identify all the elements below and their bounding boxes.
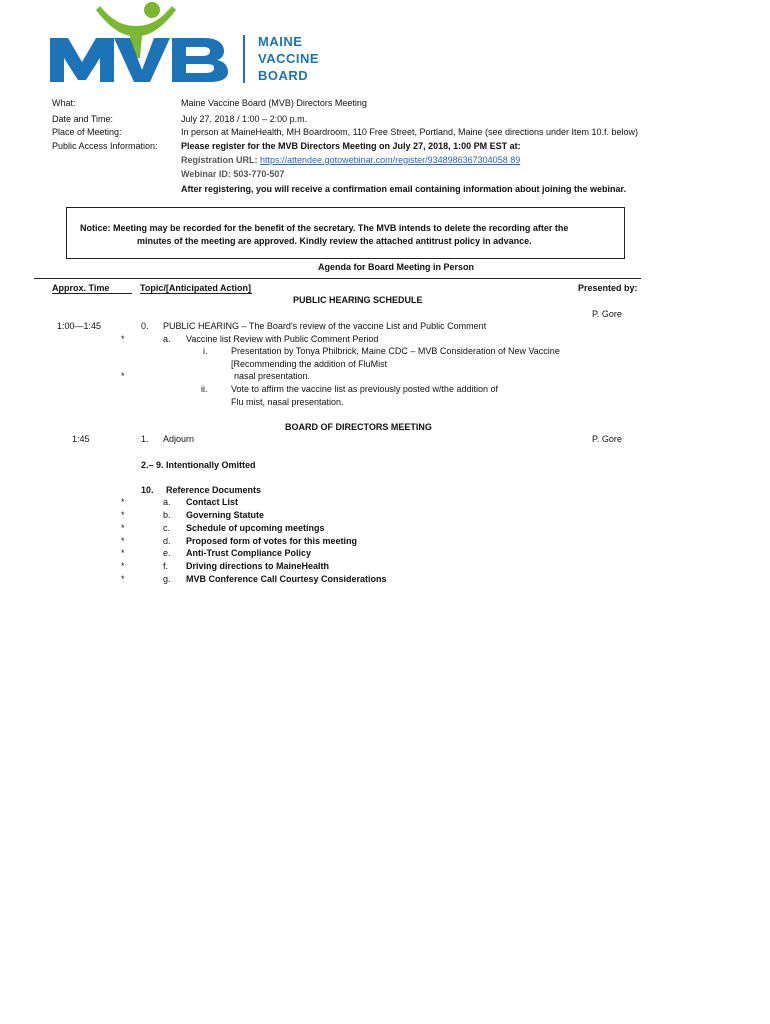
date-label: Date and Time: — [52, 114, 114, 124]
star-bullet: * — [121, 561, 125, 571]
place-label: Place of Meeting: — [52, 127, 122, 137]
presenter-2: P. Gore — [592, 434, 622, 444]
ref-governing-statute[interactable]: Governing Statute — [186, 510, 265, 520]
item-0aii-text: Vote to affirm the vaccine list as previously posted w/the addition of — [231, 384, 498, 394]
webinar-id: Webinar ID: 503-770-507 — [181, 169, 285, 179]
registration-row — [181, 154, 520, 166]
col-header-rule-topic — [140, 293, 252, 294]
time-2: 1:45 — [72, 434, 90, 444]
after-register-text: After registering, you will receive a confirmation email containing information about joining the webinar. — [181, 184, 627, 194]
ref-num: c. — [163, 523, 171, 533]
item-10-text: Reference Documents — [166, 485, 262, 495]
logo-divider — [243, 35, 245, 83]
ref-schedule[interactable]: Schedule of upcoming meetings — [186, 523, 325, 533]
star-bullet: * — [121, 536, 125, 546]
star-bullet: * — [121, 510, 125, 520]
presenter-1: P. Gore — [592, 309, 622, 319]
ref-num: e. — [163, 548, 171, 558]
section-board-meeting: BOARD OF DIRECTORS MEETING — [285, 422, 432, 432]
agenda-top-rule — [34, 278, 641, 279]
notice-line1: Notice: Meeting may be recorded for the benefit of the secretary. The MVB intends to delete the recording after the — [80, 223, 569, 233]
star-bullet: * — [121, 574, 125, 584]
ref-num: d. — [163, 536, 171, 546]
ref-num: a. — [163, 497, 171, 507]
time-1: 1:00—1:45 — [57, 321, 102, 331]
logo-word-vaccine: VACCINE — [258, 51, 320, 66]
item-1-num: 1. — [141, 434, 149, 444]
ref-proposed-votes[interactable]: Proposed form of votes for this meeting — [186, 536, 358, 546]
ref-driving-directions[interactable]: Driving directions to MaineHealth — [186, 561, 330, 571]
place-value: In person at MaineHealth, MH Boardroom, 110 Free Street, Portland, Maine (see directions under Item 10.f. below) — [181, 127, 639, 137]
section-public-hearing: PUBLIC HEARING SCHEDULE — [293, 295, 423, 305]
what-value: Maine Vaccine Board (MVB) Directors Meeting — [181, 98, 367, 108]
ref-num: g. — [163, 574, 171, 584]
ref-conference-call[interactable]: MVB Conference Call Courtesy Considerations — [186, 574, 387, 584]
ref-num: b. — [163, 510, 171, 520]
item-0-num: 0. — [141, 321, 149, 331]
star-bullet: * — [121, 497, 125, 507]
star-bullet: * — [121, 371, 125, 381]
register-instructions: Please register for the MVB Directors Meeting on July 27, 2018, 1:00 PM EST at: — [181, 141, 521, 151]
col-header-time: Approx. Time — [52, 283, 110, 293]
item-0aii-num: ii. — [201, 384, 208, 394]
ref-num: f. — [163, 561, 169, 571]
star-bullet: * — [121, 548, 125, 558]
col-header-topic: Topic/[Anticipated Action] — [140, 283, 251, 293]
mvb-logo — [48, 0, 338, 90]
omitted-items: 2.– 9. Intentionally Omitted — [141, 460, 256, 470]
item-1-text: Adjourn — [163, 434, 195, 444]
logo-word-board: BOARD — [258, 68, 309, 83]
item-0-text: PUBLIC HEARING – The Board's review of the vaccine List and Public Comment — [163, 321, 487, 331]
mvb-logo-mark — [48, 0, 238, 90]
logo-word-maine: MAINE — [258, 34, 303, 49]
item-0a-text: Vaccine list Review with Public Comment Period — [186, 334, 379, 344]
item-10-num: 10. — [141, 485, 154, 495]
date-value: July 27, 2018 / 1:00 – 2:00 p.m. — [181, 114, 308, 124]
item-0ai-num: i. — [203, 346, 208, 356]
registration-label: Registration URL: — [181, 155, 258, 165]
notice-line2: minutes of the meeting are approved. Kindly review the attached antitrust policy in advance. — [137, 236, 532, 246]
what-label: What: — [52, 98, 76, 108]
access-label: Public Access Information: — [52, 141, 158, 151]
agenda-title: Agenda for Board Meeting in Person — [318, 262, 475, 272]
registration-link[interactable]: https://attendee.gotowebinar.com/register/9348986367304058 89 — [260, 155, 521, 165]
col-header-rule-left — [52, 293, 132, 294]
item-0ai-text3: nasal presentation. — [234, 371, 311, 381]
ref-contact-list[interactable]: Contact List — [186, 497, 239, 507]
ref-antitrust[interactable]: Anti-Trust Compliance Policy — [186, 548, 312, 558]
item-0a-num: a. — [163, 334, 171, 344]
col-header-presenter: Presented by: — [578, 283, 638, 293]
item-0ai-text2: [Recommending the addition of FluMist — [231, 359, 388, 369]
star-bullet: * — [121, 334, 125, 344]
item-0aii-text2: Flu mist, nasal presentation. — [231, 397, 344, 407]
item-0ai-text: Presentation by Tonya Philbrick, Maine CDC – MVB Consideration of New Vaccine — [231, 346, 560, 356]
star-bullet: * — [121, 523, 125, 533]
